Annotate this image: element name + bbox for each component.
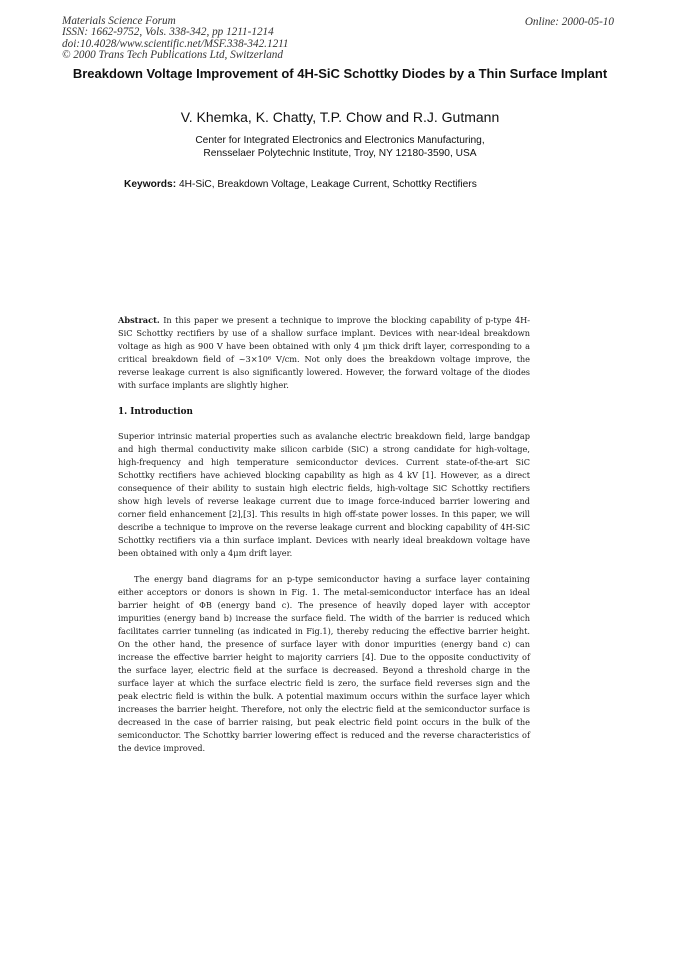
online-date: Online: 2000-05-10 xyxy=(524,16,614,28)
issn-line: ISSN: 1662-9752, Vols. 338-342, pp 1211-1214 xyxy=(62,26,274,39)
author-list: V. Khemka, K. Chatty, T.P. Chow and R.J. Gutmann xyxy=(180,109,500,125)
doi-line: doi:10.4028/www.scientific.net/MSF.338-342.1211 xyxy=(62,37,289,50)
keywords xyxy=(124,178,624,191)
copyright-line: © 2000 Trans Tech Publications Ltd, Switzerland xyxy=(62,48,283,61)
journal-name: Materials Science Forum xyxy=(62,15,176,27)
affiliation-line-1: Center for Integrated Electronics and Electronics Manufacturing, xyxy=(195,135,485,146)
keywords-label: Keywords: xyxy=(124,179,177,190)
introduction-paragraph-2: The energy band diagrams for an p-type semiconductor having a surface layer containing either acceptors or donors is shown in Fig. 1. The metal-semiconductor interface has an ideal barrier height of ΦB (energy band c). The presence of heavily doped layer with acceptor impurities (energy band b) increase the surface field. The width of the barrier is reduced which facilitates carrier tunneling (as indicated in Fig.1), thereby reducing the effective barrier height. On the other hand, the presence of surface layer with donor impurities (energy band c) can increase the effective barrier height to majority carriers [4]. Due to the opposite conductivity of the surface layer, electric field at the surface is decreased. Beyond a threshold charge in the surface layer at which the surface electric field is zero, the surface field reverses sign and the peak electric field is within the bulk. A potential maximum occurs within the surface layer which increases the barrier height. Therefore, not only the electric field at the semiconductor surface is decreased in the case of barrier raising, but peak electric field point occurs in the bulk of the semiconductor. The Schottky barrier lowering effect is reduced and the reverse characteristics of the device improved. xyxy=(118,574,530,753)
abstract-label: Abstract. xyxy=(118,315,160,325)
paper-title: Breakdown Voltage Improvement of 4H-SiC Schottky Diodes by a Thin Surface Implant xyxy=(72,66,608,81)
abstract xyxy=(118,314,530,392)
section-heading-introduction: 1. Introduction xyxy=(118,407,193,417)
affiliation xyxy=(60,134,620,160)
publication-meta xyxy=(62,16,289,61)
keywords-text: 4H-SiC, Breakdown Voltage, Leakage Current, Schottky Rectifiers xyxy=(178,179,477,190)
abstract-text: In this paper we present a technique to improve the blocking capability of p-type 4H-SiC Schottky rectifiers by use of a shallow surface implant. Devices with near-ideal breakdown voltage as high as 900 V have been obtained with only 4 μm thick drift layer, corresponding to a critical breakdown field of ~3×10⁶ V/cm. Not only does the breakdown voltage improve, the reverse leakage current is also significantly lowered. However, the forward voltage of the diodes with surface implants are slightly higher. xyxy=(118,315,530,390)
introduction-paragraph-1: Superior intrinsic material properties such as avalanche electric breakdown field, large bandgap and high thermal conductivity make silicon carbide (SiC) a strong candidate for high-voltage, high-frequency and high temperature semiconductor devices. Current state-of-the-art SiC Schottky rectifiers have achieved blocking capability as high as 4 kV [1]. However, as a direct consequence of their ability to sustain high electric fields, high-voltage SiC Schottky rectifiers show high levels of reverse leakage current due to image force-induced barrier lowering and corner field enhancement [2],[3]. This results in high off-state power losses. In this paper, we will describe a technique to improve on the reverse leakage current and blocking capability of 4H-SiC Schottky rectifiers via a thin surface implant. Devices with nearly ideal breakdown voltage have been obtained with only a 4μm drift layer. xyxy=(118,431,530,558)
affiliation-line-2: Rensselaer Polytechnic Institute, Troy, NY 12180-3590, USA xyxy=(203,148,477,159)
